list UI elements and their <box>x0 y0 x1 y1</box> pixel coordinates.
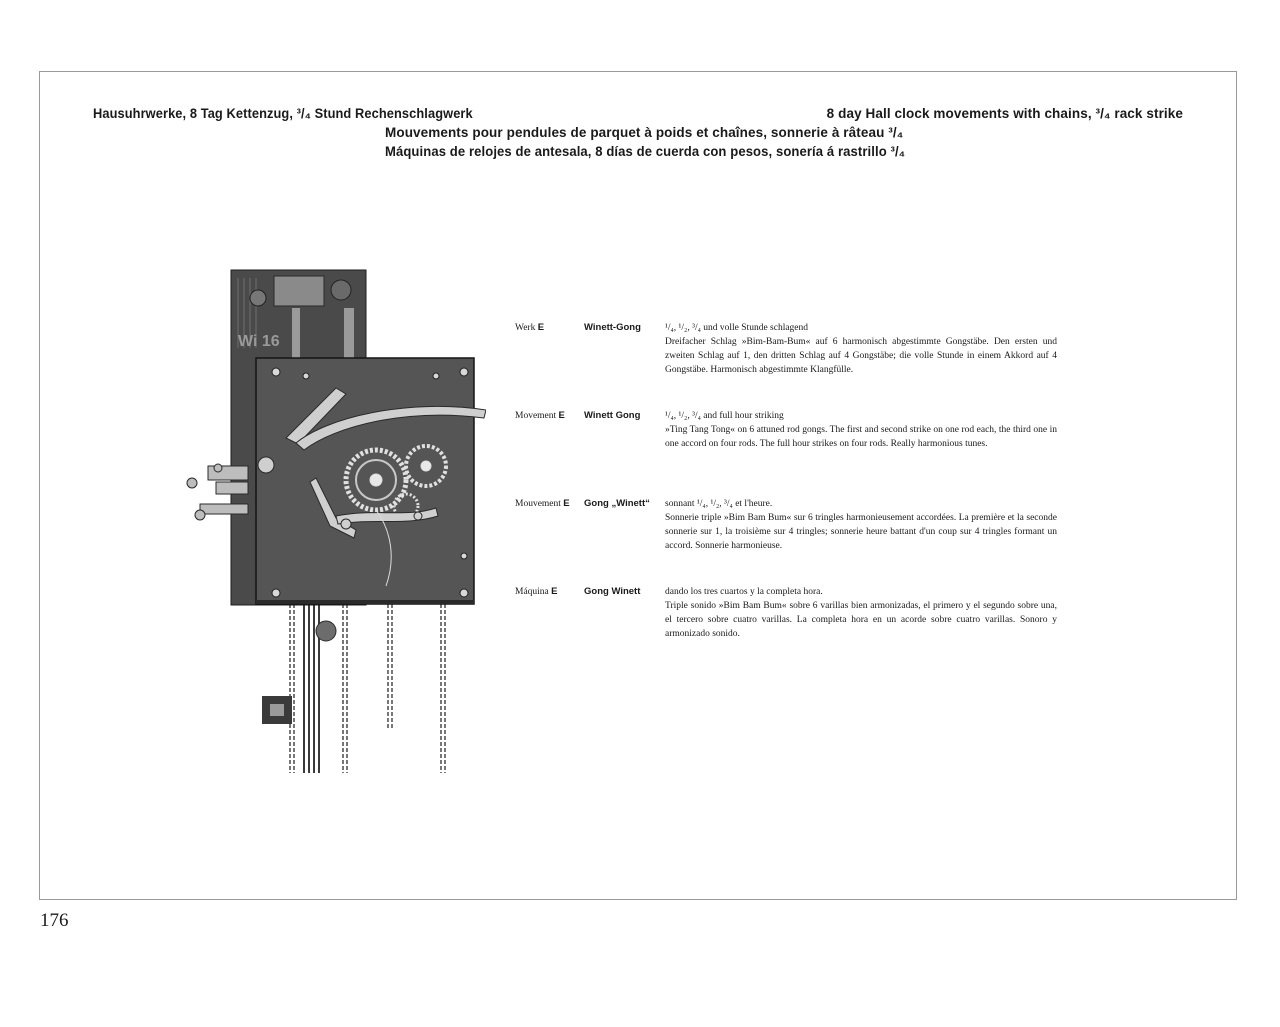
entry-model-name: Gong „Winett“ <box>584 498 650 509</box>
entry-label: Movement E <box>515 410 565 421</box>
entry-description: dando los tres cuartos y la completa hora. Triple sonido »Bim Bam Bum« sobre 6 varillas bien armonizadas, el primero y el segundo sobre una, el tercero sobre cuatro varillas. La completa hora en un acorde sobre cuatro varillas. Sonoro y armonizado sonido. <box>665 587 1057 639</box>
entry-description: ¹/₄, ¹/₂, ³/₄ and full hour striking »Ting Tang Tong« on 6 attuned rod gongs. The first and second strike on one rod each, the third one in one accord on four rods. The full hour strikes on four rods. Really harmonious tunes. <box>665 411 1057 449</box>
pendulum-medallion <box>316 621 336 641</box>
header-spanish: Máquinas de relojes de antesala, 8 días de cuerda con pesos, sonería á rastrillo ³/₄ <box>385 144 906 159</box>
page-number: 176 <box>40 910 69 931</box>
clock-movement-illustration <box>186 268 486 776</box>
hammer-arms <box>187 464 248 520</box>
entry-description: ¹/₄, ¹/₂, ³/₄ und volle Stunde schlagend Dreifacher Schlag »Bim-Bam-Bum« auf 6 harmonisch abgestimmte Gongstäbe. Den ersten und zweiten Schlag auf 1, den dritten Schlag auf 4 Gongstäbe; die volle Stunde in einem Akkord auf 4 Gongstäbe. Harmonisch abgestimmte Klangfülle. <box>665 323 1057 375</box>
entry-model-name: Winett-Gong <box>584 322 641 333</box>
entry-model-name: Gong Winett <box>584 586 641 597</box>
header-german: Hausuhrwerke, 8 Tag Kettenzug, ³/₄ Stund Rechenschlagwerk <box>93 106 473 121</box>
entry-label: Máquina E <box>515 586 558 597</box>
header-english: 8 day Hall clock movements with chains, ³/₄ rack strike <box>826 106 1183 121</box>
entry-label: Werk E <box>515 322 545 333</box>
entry-model-name: Winett Gong <box>584 410 641 421</box>
entry-label: Mouvement E <box>515 498 570 509</box>
pendulum-rod <box>304 598 319 773</box>
illustration-stamp: Wi 16 <box>238 333 280 350</box>
entry-description: sonnant ¹/₄, ¹/₂, ³/₄ et l'heure. Sonnerie triple »Bim Bam Bum« sur 6 tringles harmonieusement accordées. La première et la seconde sonnerie sur 1, la troisième sur 4 tringles; sonnerie heure battant d'un coup sur 4 tringles formant un accord. Sonnerie harmonieuse. <box>665 499 1057 551</box>
header-french: Mouvements pour pendules de parquet à poids et chaînes, sonnerie à râteau ³/₄ <box>385 125 904 140</box>
